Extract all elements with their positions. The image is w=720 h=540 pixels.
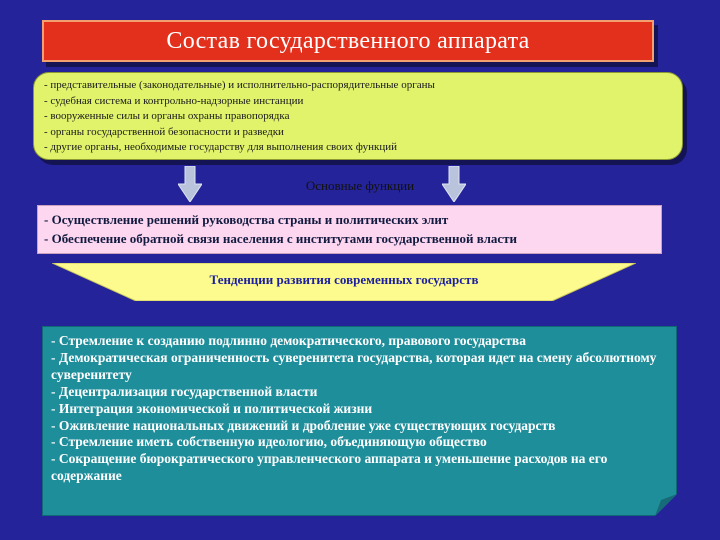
page-title: Состав государственного аппарата [166,27,530,54]
trend-item: - Стремление иметь собственную идеологию, объединяющую общество [51,434,487,450]
trend-item: - Сокращение бюрократического управленческого аппарата и уменьшение расходов на его содержание [51,451,608,484]
organ-item: - представительные (законодательные) и исполнительно-распорядительные органы [44,79,435,91]
organs-list-box [33,72,683,160]
page-fold-corner [655,494,677,516]
functions-heading: Основные функции [305,178,415,193]
function-item: - Осуществление решений руководства страны и политических элит [44,212,449,227]
trend-item: - Интеграция экономической и политической жизни [51,400,373,416]
function-item: - Обеспечение обратной связи населения с институтами государственной власти [44,231,518,246]
title-box [42,20,654,62]
organ-item: - судебная система и контрольно-надзорные инстанции [44,94,304,107]
organ-item: - другие органы, необходимые государству для выполнения своих функций [44,141,397,153]
trends-list-box [42,326,677,516]
trends-heading: Тенденции развития современных государств [209,272,479,287]
trend-item: - Децентрализация государственной власти [51,383,318,399]
organ-item: - органы государственной безопасности и разведки [44,125,284,138]
functions-box [37,205,662,254]
trend-item: - Стремление к созданию подлинно демократического, правового государства [51,333,526,348]
trend-item: - Оживление национальных движений и дробление уже существующих государств [51,417,556,433]
organ-item: - вооруженные силы и органы охраны правопорядка [44,110,290,122]
trend-item: - Демократическая ограниченность суверенитета государства, которая идет на смену абсолютному суверенитету [51,349,657,382]
